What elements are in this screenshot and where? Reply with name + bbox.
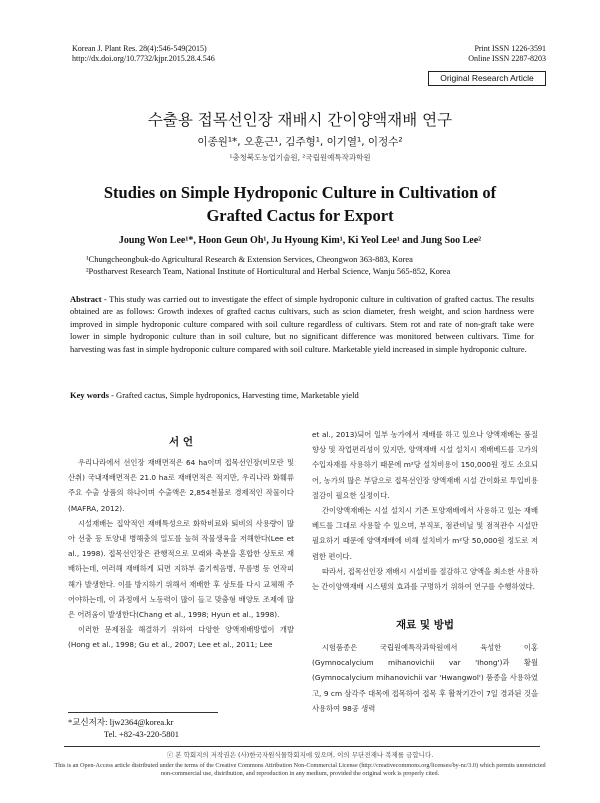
intro-heading: 서 언 [169, 436, 193, 448]
doi-link[interactable]: http://dx.doi.org/10.7732/kjpr.2015.28.4.546 [72, 54, 215, 63]
english-title-line2: Grafted Cactus for Export [206, 206, 394, 225]
korean-title: 수출용 접목선인장 재배시 간이양액재배 연구 [147, 111, 453, 129]
correspondence-email[interactable]: ljw2364@korea.kr [109, 717, 174, 727]
affiliation-2: ²Postharvest Research Team, National Institute of Horticultural and Herbal Science, Wanju 565-852, Korea [86, 266, 451, 276]
paragraph: 이러한 문제점을 해결하기 위하여 다양한 양액재배방법이 개발(Hong et al., 1998; Gu et al., 2007; Lee et al., 2011; Lee [68, 625, 294, 650]
license-notice: This is an Open-Access article distributed under the terms of the Creative Commons Attribution Non-Commercial License (http://creativecommons.org/licenses/by-nc/3.0) which permits unrestricted non-commercial use, distribution, and reproduction in any medium, provided the original work is properly cited. [54, 762, 546, 777]
footnote-divider [68, 712, 218, 713]
paragraph: 시설재배는 집약적인 재배특성으로 화학비료와 퇴비의 사용량이 많아 선충 등 토양내 병해충의 밀도를 높혀 작물생육을 저해한다(Lee et al., 1998). 접목선인장은 관행적으로 모래와 축분을 혼합한 상토로 재배하는데, 여러해 재배하게 되면 지하부 줄기썩음병, 무름병 등 연작피해가 발생한다. 이를 방지하기 위해서 재배한 후 상토를 다시 교체해 주어야하는데, 이 과정에서 노동력이 많이 들고 맞춤형 배양토 조제에 많은 어려움이 발생한다(Chang et al., 1998; Hyun et al., 1998). [68, 518, 294, 620]
abstract-label: Abstract [70, 294, 102, 304]
correspondence-label: *교신저자: [68, 717, 108, 727]
paragraph: 간이양액재배는 시설 설치시 기존 토양재배에서 사용하고 있는 재배베드를 그대로 사용할 수 있으며, 부직포, 점관비닐 및 점적관수 시설만 필요하기 때문에 양액재배에 비해 설치비가 m²당 50,000원 정도로 저렴한 편이다. [312, 506, 538, 561]
right-column [312, 427, 538, 594]
methods-column [312, 640, 538, 716]
correspondence-tel: Tel. +82-43-220-5801 [104, 729, 180, 739]
left-column [68, 455, 294, 653]
english-authors: Joung Won Lee¹*, Hoon Geun Oh¹, Ju Hyoung Kim¹, Ki Yeol Lee¹ and Jung Soo Lee² [118, 235, 482, 246]
keywords-text: - Grafted cactus, Simple hydroponics, Harvesting time, Marketable yield [108, 390, 359, 400]
print-issn: Print ISSN 1226-3591 [474, 44, 546, 53]
online-issn: Online ISSN 2287-8203 [468, 54, 546, 63]
abstract [70, 293, 534, 355]
issn-block [468, 44, 546, 64]
english-affiliations [86, 253, 546, 277]
paragraph: 시험품종은 국립원예특작과학원에서 육성한 이홍(Gymnocalycium mihanovichii var 'Ihong')과 황월(Gymnocalycium mihanovichii var 'Hwangwol') 품종을 사용하였고, 9 cm 삼각주 대목에 접목하여 접목 후 활착기간이 7일 경과된 것을 사용하여 98공 생력 [312, 643, 538, 713]
correspondence [68, 716, 179, 740]
journal-citation: Korean J. Plant Res. 28(4):546-549(2015) [72, 44, 207, 53]
copyright-notice: ⓒ 본 학회지의 저작권은 (사)한국자원식물학회지에 있으며, 이의 무단전재나 복제를 금합니다. [166, 751, 434, 759]
keywords-label: Key words [70, 390, 109, 400]
paragraph: et al., 2013)되어 일부 농가에서 재배를 하고 있으나 양액재배는 품질향상 및 작업편리성이 있지만, 양액재배 시설 설치시 재배베드를 고가의 수입자재를 사용하기 때문에 m²당 설치비용이 150,000원 정도 소요되어, 농가의 많은 부담으로 접목선인장 양액재배 시설 간이화로 투입비용 절감이 필요한 실정이다. [312, 430, 538, 500]
abstract-text: - This study was carried out to investigate the effect of simple hydroponic culture in cultivation of grafted cactus. The results obtained are as follows: Growth indexes of grafted cactus cultivars, such as scion diameter, fresh weight, and scion hardness were improved in simple hydroponic culture compared with soil culture regardless of cultivars. Stem rot and rate of non-graft take were lower in simple hydroponic culture than in soil culture, but no significant difference was monitored between cultivars. Time for harvesting was fast in simple hydroponic culture compared with soil culture. Marketable yield increased in simple hydroponic culture. [70, 294, 534, 354]
english-title-line1: Studies on Simple Hydroponic Culture in Cultivation of [103, 183, 497, 202]
article-type-badge: Original Research Article [428, 71, 546, 86]
journal-header [72, 44, 215, 64]
paragraph: 우리나라에서 선인장 재배면적은 64 ha이며 접목선인장(비모란 및 산취) 국내재배면적은 21.0 ha로 재배면적은 적지만, 우리나라 화훼류 주요 수출 상품의 하나이며 수출액은 2,854천불로 경제적인 작물이다(MAFRA, 2012). [68, 458, 294, 513]
affiliation-1: ¹Chungcheongbuk-do Agricultural Research & Extension Services, Cheongwon 363-883, Korea [86, 254, 413, 264]
footer-divider [64, 746, 540, 747]
korean-authors: 이종원¹*, 오훈근¹, 김주형¹, 이기열¹, 이정수² [197, 136, 403, 148]
korean-affiliations: ¹충청북도농업기술원, ²국립원예특작과학원 [229, 153, 371, 162]
methods-heading: 재료 및 방법 [395, 619, 455, 631]
keywords [70, 390, 534, 400]
paragraph: 따라서, 접목선인장 재배시 시설비를 절감하고 양액을 최소한 사용하는 간이양액재배 시스템의 효과를 구명하기 위하여 연구를 수행하였다. [312, 566, 538, 592]
english-title [0, 181, 600, 227]
